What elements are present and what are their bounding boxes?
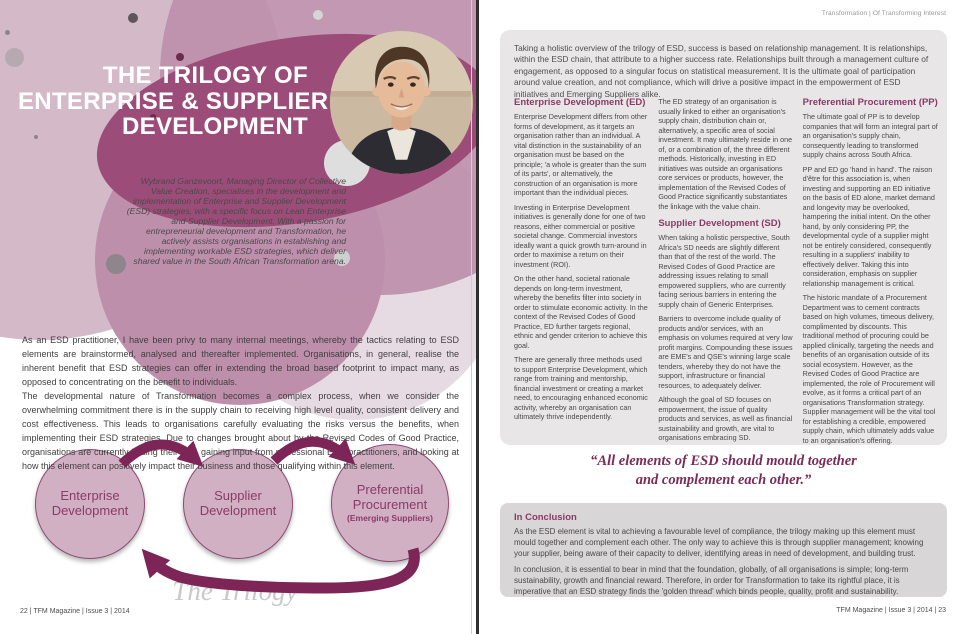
body-paragraph: There are generally three methods used to support Enterprise Development, which range from training and mentorship, financial investment or creating a market need, to encouraging enhanced economic activity, whereby an organisation can ultimately thrive independently. [514, 355, 648, 421]
article-title-line: THE TRILOGY OF [102, 62, 308, 89]
pull-quote-line: and complement each other.” [635, 472, 812, 488]
column-supplier-development [658, 97, 793, 450]
diagram-caption: The Trilogy [172, 576, 298, 606]
decorative-dot [176, 53, 184, 61]
heading-preferential-procurement: Preferential Procurement (PP) [802, 97, 938, 108]
diagram-node-label: Enterprise Development [51, 488, 129, 518]
section-header: Transformation | Of Transforming Interest [821, 10, 946, 17]
page-number-left: 22 | TFM Magazine | Issue 3 | 2014 [20, 608, 130, 615]
body-paragraph: As the ESD element is vital to achieving a favourable level of compliance, the trilogy making up this element must mould together and complement each other. The only way to achieve this is through supplier management; knowing your supplier, being aware of their capacity to deliver, identifying areas in need of development, and building trust. [514, 527, 924, 558]
pull-quote-line: “All elements of ESD should mould together [590, 453, 857, 469]
column-enterprise-development [514, 97, 649, 450]
diagram-node-label: Supplier Development [199, 488, 277, 518]
article-panel [500, 30, 947, 445]
body-paragraph: When taking a holistic perspective, South Africa's SD needs are slightly different than that of the rest of the world. The Revised Codes of Good Practice are addressing issues relating to small empowered suppliers, who are currently facing serious barriers in entering the supply chain of Generic Enterprises. [658, 233, 790, 309]
author-photo [330, 31, 473, 174]
conclusion-heading: In Conclusion [514, 512, 577, 523]
heading-enterprise-development: Enterprise Development (ED) [514, 97, 646, 108]
body-paragraph: The historic mandate of a Procurement Department was to cement contracts based on high volumes, timeous delivery, complimented by discounts. This traditional method of procuring could be applied clinically, targeting the needs and benefits of an organisation outside of its social ecosystem. However, as the Revised Codes of Good Practice are implemented, the role of Procurement will evolve, as it forms a critical part of an organisations Transformation strategy. Supplier management will be the vital tool for establishing a credible, empowered supply chain, which ultimately adds value to an organisation's offering. [802, 293, 936, 445]
body-paragraph: In conclusion, it is essential to bear in mind that the foundation, globally, of all organisations is simple; long-term sustainability, growth and financial reward. Therefore, in order for Transformation to take its rightful place, it is imperative that an ESD strategy finds the 'golden thread' which binds people, quality, profit and sustainability. [514, 565, 909, 596]
person-avatar [330, 31, 473, 174]
body-paragraph: The ultimate goal of PP is to develop companies that will form an integral part of an organisation's supply chain, consequently leading to transformed supply chains across South Africa. [802, 112, 938, 159]
column-preferential-procurement [803, 97, 938, 450]
article-columns [514, 97, 938, 450]
page-gutter-line [471, 0, 472, 634]
conclusion-box [500, 503, 947, 597]
body-paragraph: Enterprise Development differs from other forms of development, as it targets an organisation rather than an individual. A vital distinction in the sustainability of an organisation must be based on the principle; 'a whole is greater than the sum of its parts', or alternatively, the construction of an organisation is more important than the individual pieces. [514, 112, 648, 197]
article-title-line: DEVELOPMENT [122, 113, 308, 140]
lead-paragraph: Taking a holistic overview of the trilogy of ESD, success is based on relationship management. It is relationships, within the ESD chain, that attribute to a higher success rate. Relationships built through a management culture of engagement, as opposed to a singular focus on statistical measurement. It is the ultimate goal of participation around value creation, and not compliance, which will drive a positive impact in the empowerment of ESD initiatives and Emerging Suppliers alike. [514, 43, 929, 99]
right-page [480, 0, 954, 634]
decorative-dot [128, 13, 138, 23]
page-gutter-line [476, 0, 479, 634]
intro-paragraph: The developmental nature of Transformation becomes a complex process, when we consider the overwhelming commitment there is in the supply chain to receiving high level quality, consistent delivery and cost effectiveness. This leads to organisations carefully evaluating the risks versus the benefits, when implementing their ESD strategies. Due to changes brought about by the Revised Codes of Good Practice, organisations are currently finding their feet, gaining input from professional ESD practitioners, and looking at how this element can positively impact their business and those qualifying within this element. [22, 391, 459, 471]
body-paragraph: Barriers to overcome include quality of products and/or services, with an emphasis on volumes required at very low profit margins. Compounding these issues are EME's and QSE's winning large scale tenders, whereby they do not have the support, infrastructure or financial resources, to adequately deliver. [658, 314, 793, 390]
body-paragraph: PP and ED go 'hand in hand'. The raison d'être for this association is, when investing and supporting an ED initiative on the basis of ED alone, market demand and longevity may be overlooked, hampering the initial intent. On the other hand, by only considering PP, the developmental cycle of a supplier might not be entirely considered, consequently resulting in a suppliers' inability to effectively deliver. Taking this into consideration, emphasis on supplier relationship management is critical. [802, 164, 935, 288]
pull-quote [500, 452, 947, 490]
article-title-line: ENTERPRISE & SUPPLIER [18, 87, 329, 115]
diagram-node-label: Preferential Procurement [352, 481, 428, 512]
body-paragraph: Investing in Enterprise Development initiatives is generally done for one of two reasons, either commercial or positive societal change. Commercial investors ideally want a quick growth turn-around in order to maximise a return on their investment (ROI). [514, 202, 647, 269]
body-paragraph: Although the goal of SD focuses on empowerment, the issue of quality products and services, as well as financial sustainability and growth, are vital to organisations embracing SD. [658, 395, 793, 442]
page-number-right: TFM Magazine | Issue 3 | 2014 | 23 [836, 607, 946, 614]
diagram-node-sublabel: (Emerging Suppliers) [347, 513, 433, 524]
article-title [18, 62, 329, 140]
heading-supplier-development: Supplier Development (SD) [658, 218, 781, 229]
body-paragraph: The ED strategy of an organisation is usually linked to either an organisation's supply chain, distribution chain or, alternatively, a specific area of social investment. It may ultimately reside in one of, or a combination of, the three different methods. Historically, investing in ED initiatives was outside an organisations core services or products, however, the implementation of the Revised Codes of Good Practice significantly substantiates the linkage with the value chain. [658, 97, 793, 211]
decorative-dot [313, 10, 323, 20]
body-paragraph: On the other hand, societal rationale depends on long-term investment, whereby the benefits filter into society in order to stimulate economic activity. In the context of the Revised Codes of Good Practice, ED further targets regional, ethnic and gender criterion to achieve this goal. [514, 274, 648, 350]
intro-paragraph: As an ESD practitioner, I have been privy to many internal meetings, whereby the tactics relating to ESD elements are brainstormed, analysed and thereafter implemented. Organisations, in general, realise the inherent benefit that ESD strategies can offer in extending the broad based footprint to impact many, as opposed to concentrating on the benefit to individuals. [22, 335, 459, 387]
decorative-dot [5, 30, 10, 35]
author-bio: Wybrand Ganzevoort, Managing Director of Collective Value Creation, specialises in the development and implementation of Enterprise and Supplier Development (ESD) strategies, with a specific focus on Lean Enterprise and Supplier Development. With a passion for entrepreneurial development and Transformation, he actively assists organisations in establishing and implementing workable ESD strategies, which deliver shared value in the South African Transformation arena. [126, 176, 346, 266]
